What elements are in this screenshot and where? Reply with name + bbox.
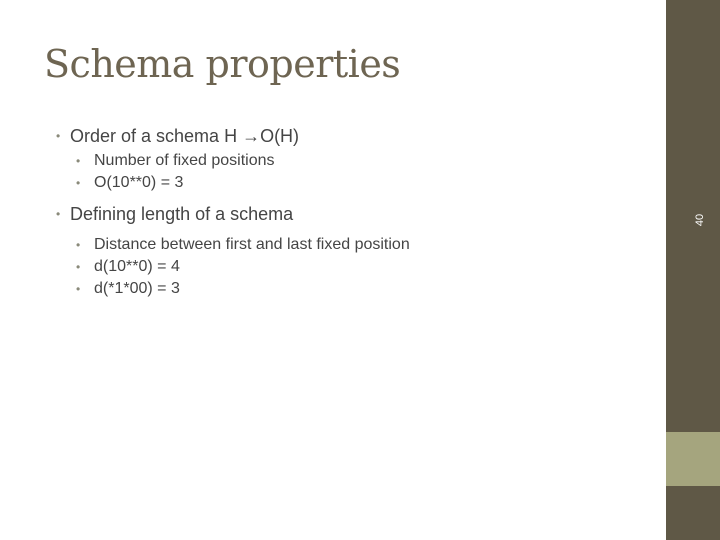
bullet-icon: • xyxy=(76,260,81,274)
sub-bullet xyxy=(56,150,656,172)
sub-bullet-text: d(10**0) = 4 xyxy=(94,258,180,275)
bullet-text: Defining length of a schema xyxy=(70,204,294,224)
sub-bullet xyxy=(56,278,656,300)
bullet-text: Order of a schema H →O(H) xyxy=(70,126,300,146)
bullet-icon: • xyxy=(76,282,81,296)
sub-bullet-text: O(10**0) = 3 xyxy=(94,174,184,191)
slide-body xyxy=(56,124,656,300)
bullet-order-of-schema xyxy=(56,124,656,148)
sub-bullet xyxy=(56,256,656,278)
slide-number: 40 xyxy=(694,213,706,227)
sub-bullet-text: Number of fixed positions xyxy=(94,152,275,169)
sub-bullet-text: d(*1*00) = 3 xyxy=(94,280,180,297)
bullet-icon: • xyxy=(56,129,61,143)
bullet-icon: • xyxy=(76,154,81,168)
bullet-icon: • xyxy=(76,238,81,252)
sidebar-accent-block xyxy=(666,432,720,486)
slide-title: Schema properties xyxy=(44,42,401,86)
sub-bullet xyxy=(56,172,656,194)
bullet-icon: • xyxy=(76,176,81,190)
bullet-defining-length xyxy=(56,202,656,226)
sub-bullet-text: Distance between first and last fixed position xyxy=(94,236,410,253)
sub-bullet xyxy=(56,234,656,256)
bullet-icon: • xyxy=(56,207,61,221)
